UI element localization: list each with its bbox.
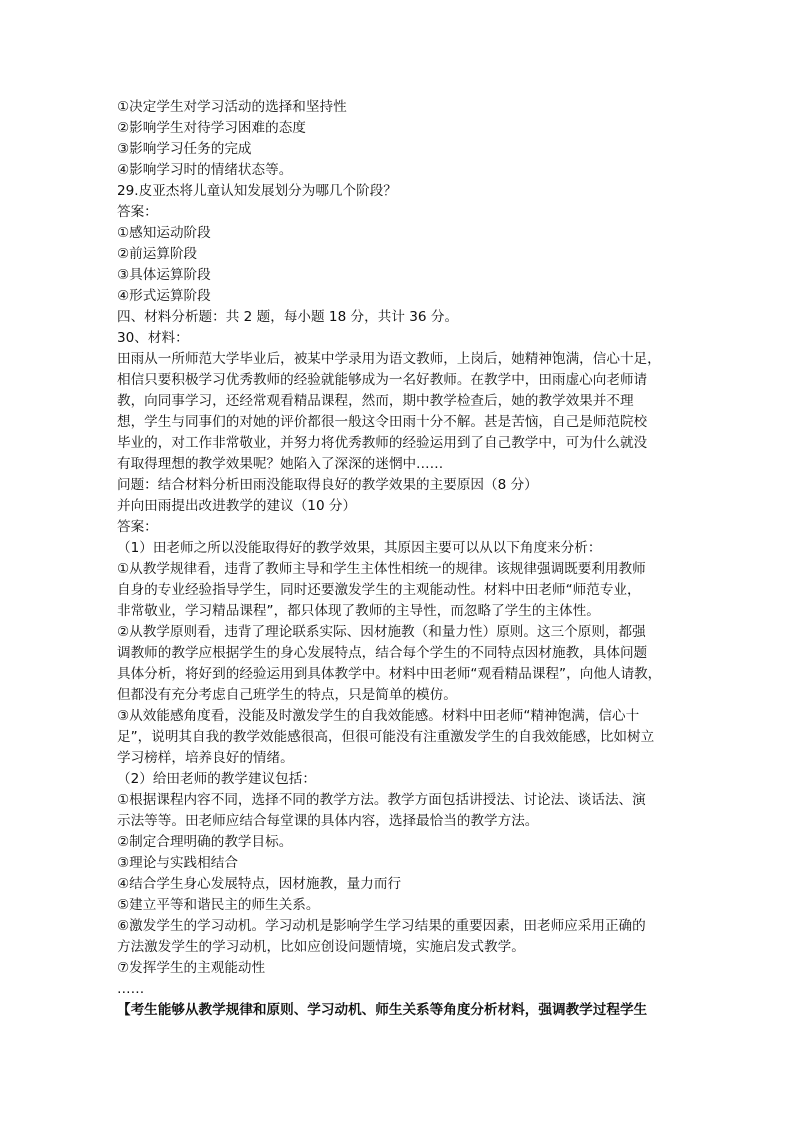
text-line: ①从教学规律看，违背了教师主导和学生主体性相统一的规律。该规律强调既要利用教师	[117, 561, 646, 577]
text-line: 有取得理想的教学效果呢？她陷入了深深的迷惘中……	[117, 456, 444, 472]
question-30: 30、材料：	[117, 330, 189, 346]
text-line: 自身的专业经验指导学生，同时还要激发学生的主观能动性。材料中田老师“师范专业，	[117, 582, 641, 598]
document-page	[117, 97, 689, 1021]
text-line: 调教师的教学应根据学生的身心发展特点，结合每个学生的不同特点因材施教，具体问题	[117, 645, 648, 661]
question-prompt: 问题：结合材料分析田雨没能取得良好的教学效果的主要原因（8 分）	[117, 477, 538, 493]
text-line: ①根据课程内容不同，选择不同的教学方法。教学方面包括讲授法、讨论法、谈话法、演	[117, 792, 646, 808]
text-line: 但都没有充分考虑自己班学生的特点，只是简单的模仿。	[117, 687, 457, 703]
text-line: ⑤建立平等和谐民主的师生关系。	[117, 897, 320, 913]
text-line: ③理论与实践相结合	[117, 855, 238, 871]
text-line: 毕业的，对工作非常敬业，并努力将优秀教师的经验运用到了自己教学中，可为什么就没	[117, 435, 648, 451]
question-29: 29.皮亚杰将儿童认知发展划分为哪几个阶段？	[117, 183, 397, 199]
text-line: （2）给田老师的教学建议包括：	[117, 771, 316, 787]
text-line: 想，学生与同事们的对她的评价都很一般这令田雨十分不解。甚是苦恼，自己是师范院校	[117, 414, 648, 430]
text-line: （1）田老师之所以没能取得好的教学效果，其原因主要可以从以下角度来分析：	[117, 540, 602, 556]
text-line: ②前运算阶段	[117, 246, 198, 262]
text-line: 田雨从一所师范大学毕业后，被某中学录用为语文教师，上岗后，她精神饱满，信心十足，	[117, 351, 661, 367]
ellipsis-line: ……	[117, 981, 145, 997]
text-line: ①决定学生对学习活动的选择和坚持性	[117, 99, 347, 115]
answer-label: 答案：	[117, 519, 158, 535]
text-line: 教，向同事学习，还经常观看精品课程，然而，期中教学检查后，她的教学效果并不理	[117, 393, 634, 409]
text-line: ④形式运算阶段	[117, 288, 211, 304]
text-line: ⑦发挥学生的主观能动性	[117, 960, 266, 976]
text-line: ②从教学原则看，违背了理论联系实际、因材施教（和量力性）原则。这三个原则，都强	[117, 624, 646, 640]
text-line: ③具体运算阶段	[117, 267, 211, 283]
text-line: ②影响学生对待学习困难的态度	[117, 120, 306, 136]
text-line: 示法等等。田老师应结合每堂课的具体内容，选择最恰当的教学方法。	[117, 813, 539, 829]
text-line: ②制定合理明确的教学目标。	[117, 834, 293, 850]
text-line: 并向田雨提出改进教学的建议（10 分）	[117, 498, 357, 514]
text-line: ①感知运动阶段	[117, 225, 211, 241]
bold-note-line: 【考生能够从教学规律和原则、学习动机、师生关系等角度分析材料，强调教学过程学生	[117, 1002, 648, 1018]
text-line: 相信只要积极学习优秀教师的经验就能够成为一名好教师。在教学中，田雨虚心向老师请	[117, 372, 648, 388]
text-line: ④影响学习时的情绪状态等。	[117, 162, 293, 178]
text-line: 非常敬业，学习精品课程”，都只体现了教师的主导性，而忽略了学生的主体性。	[117, 603, 600, 619]
text-line: ③影响学习任务的完成	[117, 141, 252, 157]
text-line: 学习榜样，培养良好的情绪。	[117, 750, 294, 766]
text-line: 足”，说明其自我的教学效能感很高，但很可能没有注重激发学生的自我效能感，比如树立	[117, 729, 655, 745]
text-line: ⑥激发学生的学习动机。学习动机是影响学生学习结果的重要因素，田老师应采用正确的	[117, 918, 646, 934]
text-line: 具体分析，将好到的经验运用到具体教学中。材料中田老师“观看精品课程”，向他人请教，	[117, 666, 662, 682]
section-heading: 四、材料分析题：共 2 题，每小题 18 分，共计 36 分。	[117, 309, 459, 325]
answer-label: 答案：	[117, 204, 158, 220]
text-line: ④结合学生身心发展特点，因材施教，量力而行	[117, 876, 402, 892]
text-line: 方法激发学生的学习动机，比如应创设问题情境，实施启发式教学。	[117, 939, 525, 955]
text-line: ③从效能感角度看，没能及时激发学生的自我效能感。材料中田老师“精神饱满，信心十	[117, 708, 640, 724]
